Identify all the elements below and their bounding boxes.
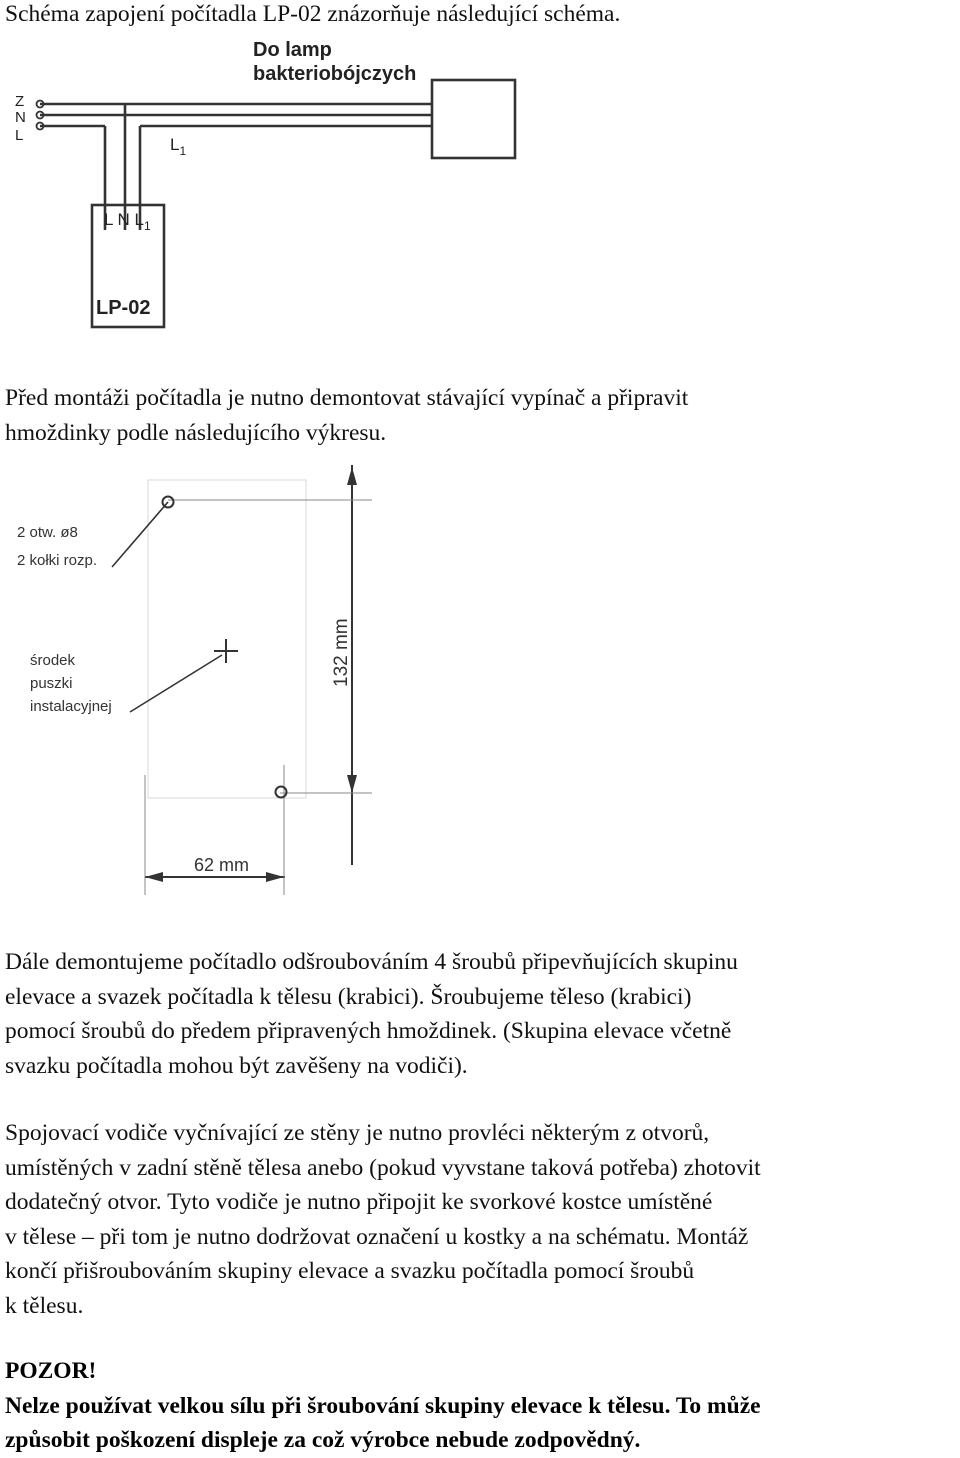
warning-block <box>5 1354 960 1458</box>
paragraph-line: Spojovací vodiče vyčnívající ze stěny je nutno provléci některým z otvorů, <box>5 1120 710 1146</box>
height-dimension-label: 132 mm <box>331 618 352 687</box>
paragraph-line: hmoždinky podle následujícího výkresu. <box>5 419 387 446</box>
paragraph-line: elevace a svazek počítadla k tělesu (krabici). Šroubujeme těleso (krabici) <box>5 983 692 1010</box>
warning-title: POZOR! <box>5 1358 97 1384</box>
drilling-diagram <box>0 455 960 925</box>
paragraph-line: Dále demontujeme počítadlo odšroubováním 4 šroubů připevňujících skupinu <box>5 949 738 975</box>
lamp-label-line2: bakteriobójczych <box>253 63 417 85</box>
wire-label-l1 <box>170 135 186 158</box>
paragraph-line: dodatečný otvor. Tyto vodiče je nutno připojit ke svorkové kostce umístěné <box>5 1189 713 1215</box>
paragraph-line: končí přišroubováním skupiny elevace a svazku počítadla pomocí šroubů <box>5 1258 695 1284</box>
lamp-label-line1: Do lamp <box>253 39 332 61</box>
paragraph-line: svazku počítadla mohou být zavěšeny na vodiči). <box>5 1052 468 1079</box>
side-label-l: L <box>15 127 24 144</box>
side-label-z: Z <box>15 93 25 110</box>
paragraph-dismount <box>5 945 960 1083</box>
center-label-line3: instalacyjnej <box>30 698 112 715</box>
paragraph-line: umístěných v zadní stěně tělesa anebo (pokud vyvstane taková potřeba) zhotovit <box>5 1154 761 1181</box>
side-label-n: N <box>15 109 26 126</box>
wire-label-l1-main: L <box>170 135 180 154</box>
warning-line: způsobit poškození displeje za což výrobce nebude zodpovědný. <box>5 1427 641 1453</box>
holes-label-line2: 2 kołki rozp. <box>17 552 98 569</box>
paragraph-wires <box>5 1116 960 1323</box>
width-dimension-label: 62 mm <box>194 855 250 875</box>
center-label-line2: puszki <box>30 675 73 692</box>
terminal-labels-sub: 1 <box>144 219 151 233</box>
intro-line: Schéma zapojení počítadla LP-02 znázorňuje následující schéma. <box>5 1 621 27</box>
center-label-line1: środek <box>30 652 76 669</box>
paragraph-line: k tělesu. <box>5 1292 84 1319</box>
intro-text <box>5 0 960 32</box>
paragraph-line: pomocí šroubů do předem připravených hmoždinek. (Skupina elevace včetně <box>5 1018 732 1044</box>
paragraph-before-mount <box>5 381 960 450</box>
paragraph-line: Před montáži počítadla je nutno demontovat stávající vypínač a připravit <box>5 385 689 411</box>
terminal-labels <box>104 210 151 233</box>
paragraph-line: v tělese – při tom je nutno dodržovat označení u kostky a na schématu. Montáž <box>5 1223 749 1250</box>
wiring-diagram <box>0 30 960 350</box>
warning-line: Nelze používat velkou sílu při šroubování skupiny elevace k tělesu. To může <box>5 1392 761 1419</box>
wire-label-l1-sub: 1 <box>179 144 187 158</box>
device-label: LP-02 <box>96 297 151 319</box>
terminal-labels-main: L N L <box>104 210 145 229</box>
holes-label-line1: 2 otw. ø8 <box>17 524 78 541</box>
